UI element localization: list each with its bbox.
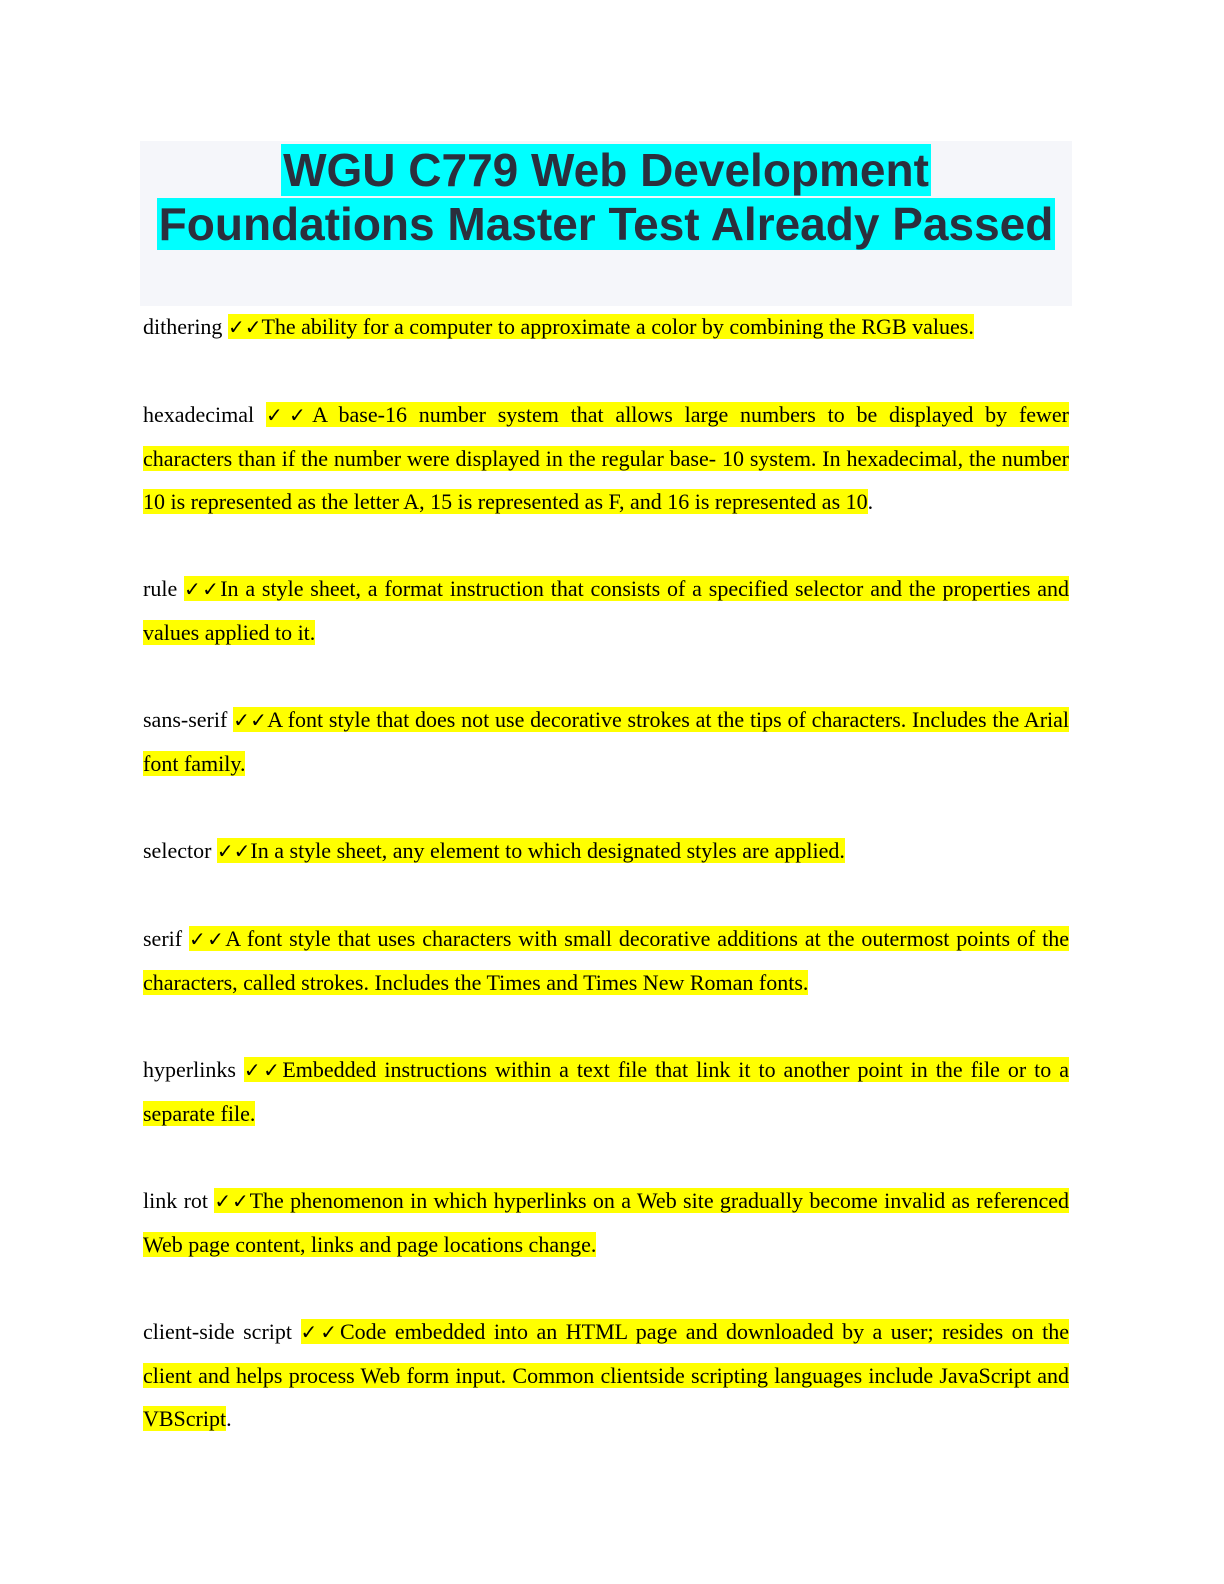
entry-definition: In a style sheet, any element to which designated styles are applied.	[250, 838, 845, 863]
entry-definition: In a style sheet, a format instruction that consists of a specified selector and the properties and values applied to it.	[143, 576, 1070, 645]
entry-trailing: .	[226, 1406, 232, 1431]
entry-definition: Embedded instructions within a text file that link it to another point in the file or to a separate file.	[143, 1057, 1070, 1126]
glossary-entry	[143, 1179, 1069, 1266]
glossary-entry	[143, 698, 1069, 785]
entry-definition-highlight	[228, 314, 974, 339]
entry-definition-highlight	[217, 838, 845, 863]
entry-definition-highlight	[143, 576, 1069, 645]
entry-definition: The ability for a computer to approximate a color by combining the RGB values.	[261, 314, 974, 339]
document-title-line-2: Foundations Master Test Already Passed	[158, 198, 1054, 250]
entry-term: serif	[143, 926, 183, 951]
glossary-entry	[143, 567, 1069, 654]
entry-term: hyperlinks	[143, 1057, 236, 1082]
glossary-entries	[143, 305, 1069, 1440]
glossary-entry	[143, 829, 1069, 873]
entry-definition-highlight	[143, 1057, 1069, 1126]
double-check-icon: ✓✓	[265, 403, 313, 427]
glossary-entry	[143, 305, 1069, 349]
glossary-entry	[143, 1048, 1069, 1135]
entry-trailing: .	[867, 489, 874, 514]
entry-definition-highlight	[143, 707, 1069, 776]
double-check-icon: ✓✓	[300, 1320, 340, 1344]
entry-term: sans-serif	[143, 707, 228, 732]
entry-definition-highlight	[143, 926, 1069, 995]
double-check-icon: ✓✓	[184, 577, 221, 601]
document-title-box	[140, 141, 1072, 306]
glossary-entry	[143, 393, 1069, 523]
entry-definition: A font style that does not use decorative strokes at the tips of characters. Includes the Arial font family.	[143, 707, 1070, 776]
entry-term: hexadecimal	[143, 402, 255, 427]
double-check-icon: ✓✓	[214, 1189, 250, 1213]
double-check-icon: ✓✓	[216, 839, 251, 863]
double-check-icon: ✓✓	[227, 315, 262, 339]
entry-definition: Code embedded into an HTML page and downloaded by a user; resides on the client and helps process Web form input. Common clientside scripting languages include JavaScript and VBScript	[143, 1319, 1070, 1431]
entry-definition: The phenomenon in which hyperlinks on a Web site gradually become invalid as referenced Web page content, links and page locations change.	[143, 1188, 1070, 1257]
entry-definition: A base-16 number system that allows large numbers to be displayed by fewer characters than if the number were displayed in the regular base- 10 system. In hexadecimal, the number 10 is represented as the letter A, 15 is represented as F, and 16 is represented as 10	[143, 402, 1070, 514]
entry-term: rule	[143, 576, 178, 601]
document-title-line-1: WGU C779 Web Development	[283, 144, 929, 196]
entry-definition-highlight	[143, 1188, 1069, 1257]
double-check-icon: ✓✓	[188, 927, 226, 951]
entry-term: selector	[143, 838, 212, 863]
glossary-entry	[143, 917, 1069, 1004]
double-check-icon: ✓✓	[233, 708, 268, 732]
entry-term: link rot	[143, 1188, 209, 1213]
entry-term: client-side script	[143, 1319, 292, 1344]
entry-definition-highlight	[143, 402, 1069, 514]
entry-term: dithering	[143, 314, 223, 339]
glossary-entry	[143, 1310, 1069, 1440]
double-check-icon: ✓✓	[243, 1058, 283, 1082]
entry-definition: A font style that uses characters with small decorative additions at the outermost points of the characters, called strokes. Includes the Times and Times New Roman fonts.	[143, 926, 1070, 995]
